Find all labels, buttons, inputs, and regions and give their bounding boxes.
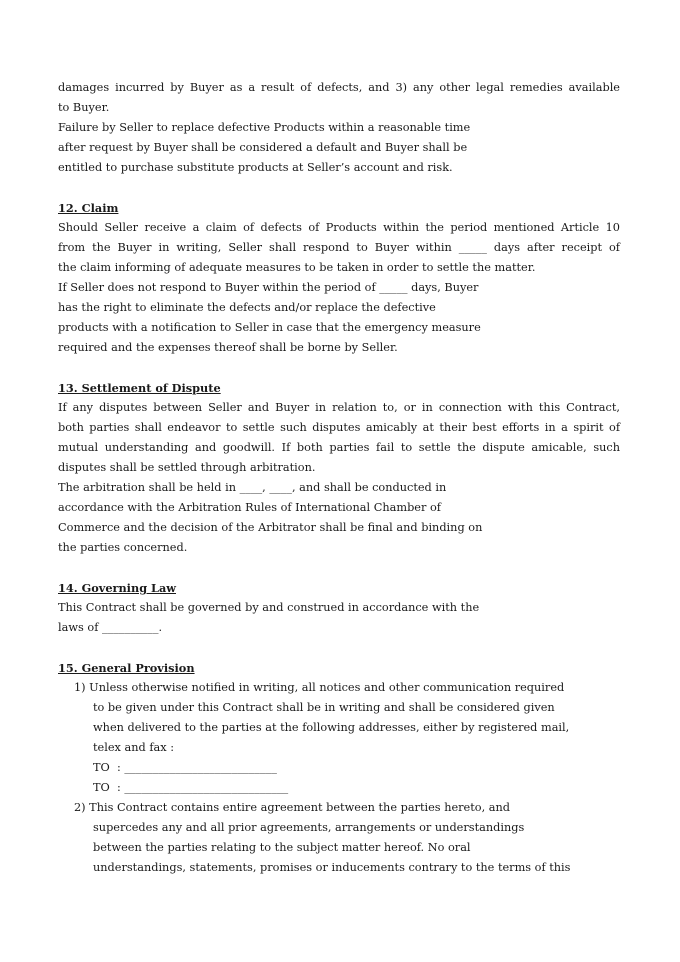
- claim-line: If Seller does not respond to Buyer within the period of _____ days, Buyer: [58, 281, 479, 294]
- provision-item-2-line: between the parties relating to the subject matter hereof. No oral: [93, 841, 471, 854]
- provision-item-2-line: supercedes any and all prior agreements, arrangements or understandings: [93, 821, 525, 834]
- address-line-to-1: TO : ___________________________: [93, 761, 277, 774]
- intro-line: to Buyer.: [58, 101, 110, 114]
- claim-line: the claim informing of adequate measures to be taken in order to settle the matter.: [58, 261, 536, 274]
- intro-line: after request by Buyer shall be considered a default and Buyer shall be: [58, 141, 468, 154]
- section-heading-claim: 12. Claim: [58, 201, 119, 215]
- claim-line: required and the expenses thereof shall be borne by Seller.: [58, 341, 398, 354]
- dispute-line: the parties concerned.: [58, 541, 188, 554]
- dispute-line: Commerce and the decision of the Arbitrator shall be final and binding on: [58, 521, 483, 534]
- section-heading-dispute: 13. Settlement of Dispute: [58, 381, 221, 395]
- intro-line: damages incurred by Buyer as a result of defects, and 3) any other legal remedies available: [58, 81, 620, 94]
- provision-item-1-line: 1) Unless otherwise notified in writing, all notices and other communication required: [74, 681, 565, 694]
- dispute-line: both parties shall endeavor to settle such disputes amicably at their best efforts in a spirit of: [58, 421, 620, 434]
- provision-item-2-line: understandings, statements, promises or inducements contrary to the terms of this: [93, 861, 571, 874]
- intro-line: Failure by Seller to replace defective Products within a reasonable time: [58, 121, 471, 134]
- provision-item-2-line: 2) This Contract contains entire agreement between the parties hereto, and: [74, 801, 511, 814]
- governing-law-line: This Contract shall be governed by and construed in accordance with the: [58, 601, 480, 614]
- dispute-line: mutual understanding and goodwill. If both parties fail to settle the dispute amicable, such: [58, 441, 620, 454]
- claim-line: Should Seller receive a claim of defects of Products within the period mentioned Article 10: [58, 221, 620, 234]
- claim-line: has the right to eliminate the defects and/or replace the defective: [58, 301, 436, 314]
- dispute-line: If any disputes between Seller and Buyer in relation to, or in connection with this Contract,: [58, 401, 620, 414]
- dispute-line: accordance with the Arbitration Rules of International Chamber of: [58, 501, 441, 514]
- provision-item-1-line: telex and fax :: [93, 741, 175, 754]
- provision-item-1-line: when delivered to the parties at the following addresses, either by registered mail,: [93, 721, 570, 734]
- intro-line: entitled to purchase substitute products at Seller’s account and risk.: [58, 161, 453, 174]
- section-heading-general-provision: 15. General Provision: [58, 661, 195, 675]
- provision-item-1-line: to be given under this Contract shall be in writing and shall be considered given: [93, 701, 555, 714]
- address-line-to-2: TO : _____________________________: [93, 781, 289, 794]
- claim-line: products with a notification to Seller in case that the emergency measure: [58, 321, 481, 334]
- dispute-line: The arbitration shall be held in ____, ____, and shall be conducted in: [58, 481, 447, 494]
- governing-law-line: laws of __________.: [58, 621, 163, 634]
- claim-line: from the Buyer in writing, Seller shall respond to Buyer within _____ days after receipt of: [58, 241, 620, 254]
- dispute-line: disputes shall be settled through arbitration.: [58, 461, 316, 474]
- section-heading-governing-law: 14. Governing Law: [58, 581, 177, 595]
